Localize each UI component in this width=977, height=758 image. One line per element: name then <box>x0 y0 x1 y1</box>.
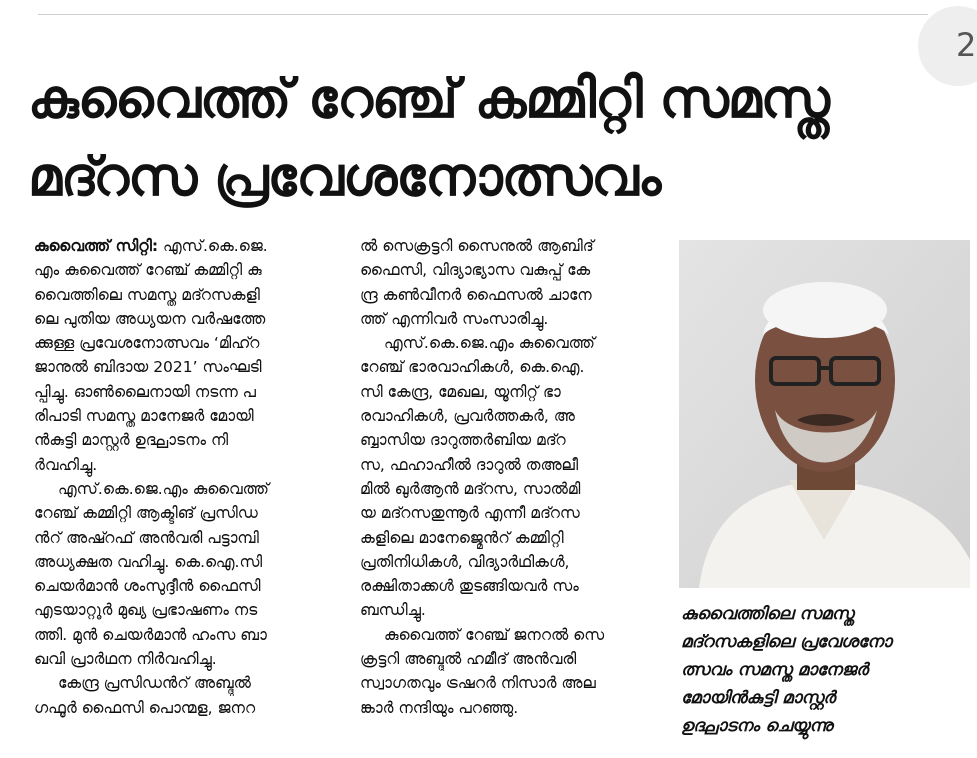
photo-caption <box>681 600 971 740</box>
article-line: കുവൈത്ത് റേഞ്ച് ജനറൽ സെ <box>384 625 605 644</box>
top-rule <box>38 14 928 15</box>
portrait-photo <box>679 240 970 588</box>
article-line: ൽ സെക്രട്ടറി സൈനുൽ ആബിദ് <box>360 237 594 255</box>
article-line: രക്ഷിതാക്കൾ തുടങ്ങിയവർ സം <box>360 577 579 596</box>
article-line: വൈത്തിലെ സമസ്ത മദ്റസകളി <box>34 285 260 304</box>
article-line: മിൽ ഖുർആൻ മദ്റസ, സാൽമി <box>360 479 581 498</box>
article-column-1 <box>34 234 339 720</box>
article-line: ലെ പുതിയ അധ്യയന വർഷത്തേ <box>34 309 266 328</box>
article-line: ഗഫൂർ ഫൈസി പൊന്മള, ജനറ <box>34 698 256 717</box>
article-line: ഖവി പ്രാർഥന നിർവഹിച്ചു. <box>34 650 217 669</box>
caption-line: മദ്റസകളിലെ പ്രവേശനോ <box>681 632 892 652</box>
portrait-illustration <box>679 240 970 588</box>
article-line: സ്വാഗതവും ട്രഷറർ നിസാർ അല <box>360 674 596 693</box>
dateline: കുവൈത്ത് സിറ്റി: <box>34 237 159 255</box>
article-line: ഫൈസി, വിദ്യാഭ്യാസ വകുപ്പ് കേ <box>360 261 591 280</box>
article-line: ജാനുൽ ബിദായ 2021’ സംഘടി <box>34 358 262 377</box>
headline-line-2: മദ്റസ പ്രവേശനോത്സവം <box>28 145 661 208</box>
page-number: 2 <box>956 26 977 64</box>
article-line: രവാഹികൾ, പ്രവർത്തകർ, അ <box>360 407 575 426</box>
article-line: ചെയർമാൻ ശംസുദ്ദീൻ ഫൈസി <box>34 577 261 596</box>
article-line: പ്പിച്ചു. ഓൺലൈനായി നടന്ന പ <box>34 382 256 401</box>
article-line: രിപാടി സമസ്ത മാനേജർ മോയി <box>34 407 254 426</box>
headline <box>28 60 928 216</box>
article-line: സി കേന്ദ്ര, മേഖല, യൂനിറ്റ് ഭാ <box>360 382 561 401</box>
article-line: സ, ഫഹാഹീൽ ദാറുൽ തഅലീ <box>360 455 579 474</box>
caption-line: ത്സവം സമസ്ത മാനേജർ <box>681 660 869 680</box>
article-line: അധ്യക്ഷത വഹിച്ചു. കെ.ഐ.സി <box>34 552 263 571</box>
article-column-2 <box>360 234 658 720</box>
article-line: എസ്.കെ.ജെ.എം കുവൈത്ത് <box>384 334 595 353</box>
caption-line: മോയിൻകുട്ടി മാസ്റ്റർ <box>681 688 836 708</box>
article-line: ൻകുട്ടി മാസ്റ്റർ ഉദ്ഘാടനം നി <box>34 431 229 450</box>
article-line: എസ്.കെ.ജെ. <box>158 237 268 255</box>
article-line: യ മദ്റസതുന്നൂർ എന്നീ മദ്റസ <box>360 504 580 523</box>
article-line: റേഞ്ച് ഭാരവാഹികൾ, കെ.ഐ. <box>360 358 585 377</box>
article-line: പ്രതിനിധികൾ, വിദ്യാർഥികൾ, <box>360 552 570 571</box>
article-line: ക്രട്ടറി അബ്ദുൽ ഹമീദ് അൻവരി <box>360 650 577 669</box>
article-line: ബ്ബാസിയ ദാറുത്തർബിയ മദ്റ <box>360 431 566 450</box>
article-line: എടയാറ്റൂർ മുഖ്യ പ്രഭാഷണം നട <box>34 601 258 620</box>
article-line: എസ്.കെ.ജെ.എം കുവൈത്ത് <box>58 479 269 498</box>
article-line: ക്കുള്ള പ്രവേശനോത്സവം ‘മിഹ്റ <box>34 334 260 353</box>
article-line: ന്ദ്ര കൺവീനർ ഫൈസൽ ചാനേ <box>360 285 592 304</box>
article-first-line <box>34 234 339 258</box>
headline-line-1: കുവൈത്ത് റേഞ്ച് കമ്മിറ്റി സമസ്ത <box>28 67 829 130</box>
caption-line: കുവൈത്തിലെ സമസ്ത <box>681 604 854 624</box>
article-line: ൻറ് അഷ്റഫ് അൻവരി പട്ടാമ്പി <box>34 528 259 547</box>
article-line: കളിലെ മാനേജ്മെൻറ് കമ്മിറ്റി <box>360 528 564 547</box>
article-line: കേന്ദ്ര പ്രസിഡൻറ് അബ്ദുൽ <box>58 674 251 693</box>
article-line: ബന്ധിച്ചു. <box>360 601 426 620</box>
article-line: ത്തി. മുൻ ചെയർമാൻ ഹംസ ബാ <box>34 625 267 644</box>
article-line: ർവഹിച്ചു. <box>34 455 98 474</box>
caption-line: ഉദ്ഘാടനം ചെയ്യുന്നു <box>681 716 833 736</box>
article-line: ത്ത് എന്നിവർ സംസാരിച്ചു. <box>360 309 549 328</box>
article-line: റേഞ്ച് കമ്മിറ്റി ആക്ടിങ് പ്രസിഡ <box>34 504 258 523</box>
article-line: എം കുവൈത്ത് റേഞ്ച് കമ്മിറ്റി കു <box>34 261 262 280</box>
article-line: ങ്കാർ നന്ദിയും പറഞ്ഞു. <box>360 698 519 717</box>
